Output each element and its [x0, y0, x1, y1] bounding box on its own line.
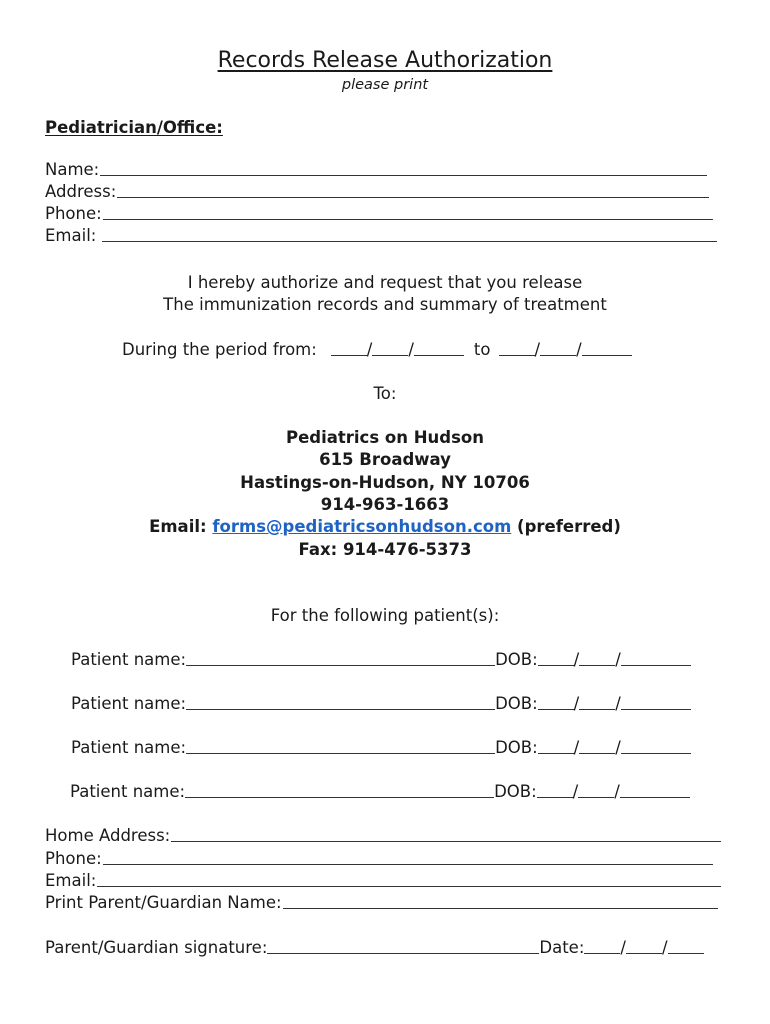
- home-address-blank[interactable]: [171, 841, 721, 842]
- guardian-email-field[interactable]: [45, 871, 721, 890]
- signature-blank[interactable]: [267, 953, 539, 954]
- patient-row: Patient name: DOB: / /: [70, 782, 690, 801]
- form-title: Records Release Authorization: [217, 48, 553, 73]
- office-email-blank[interactable]: [102, 241, 717, 242]
- from-month-blank[interactable]: [331, 355, 367, 356]
- patient-name-blank[interactable]: [185, 797, 494, 798]
- dob-month-blank[interactable]: [537, 797, 573, 798]
- to-heading: To:: [373, 384, 397, 403]
- office-name-field[interactable]: [45, 160, 707, 179]
- dob-day-blank[interactable]: [579, 665, 615, 666]
- dob-month-blank[interactable]: [538, 709, 574, 710]
- recipient-name: Pediatrics on Hudson: [285, 428, 484, 447]
- office-name-label: Name:: [45, 160, 100, 179]
- recipient-street: 615 Broadway: [319, 450, 451, 469]
- authorization-line-2: The immunization records and summary of treatment: [163, 295, 607, 314]
- from-day-blank[interactable]: [372, 355, 408, 356]
- recipient-email-line: [0, 517, 770, 536]
- patients-heading: For the following patient(s):: [270, 606, 500, 625]
- patient-row: Patient name: DOB: / /: [71, 738, 691, 757]
- dob-year-blank[interactable]: [621, 753, 691, 754]
- office-address-blank[interactable]: [117, 197, 709, 198]
- guardian-phone-blank[interactable]: [103, 864, 713, 865]
- to-year-blank[interactable]: [582, 355, 632, 356]
- patient-name-blank[interactable]: [186, 709, 495, 710]
- guardian-phone-field[interactable]: [45, 849, 713, 868]
- patient-name-label: Patient name:: [71, 650, 187, 669]
- office-email-label: Email:: [45, 226, 97, 245]
- patient-name-blank[interactable]: [186, 665, 495, 666]
- to-day-blank[interactable]: [540, 355, 576, 356]
- dob-label: DOB:: [495, 738, 538, 757]
- office-address-field[interactable]: [45, 182, 709, 201]
- dob-label: DOB:: [495, 650, 538, 669]
- form-subtitle: please print: [341, 77, 429, 93]
- dob-year-blank[interactable]: [620, 797, 690, 798]
- recipient-city: Hastings-on-Hudson, NY 10706: [240, 473, 530, 492]
- recipient-email-link[interactable]: forms@pediatricsonhudson.com: [212, 517, 512, 536]
- dob-month-blank[interactable]: [538, 665, 574, 666]
- to-month-blank[interactable]: [499, 355, 535, 356]
- dob-day-blank[interactable]: [578, 797, 614, 798]
- patient-row: Patient name: DOB: / /: [71, 650, 691, 669]
- office-heading: Pediatrician/Office:: [45, 118, 223, 137]
- signature-row: Parent/Guardian signature: Date: / /: [45, 938, 704, 957]
- dob-year-blank[interactable]: [621, 709, 691, 710]
- dob-year-blank[interactable]: [621, 665, 691, 666]
- patient-name-label: Patient name:: [71, 694, 187, 713]
- guardian-print-name-field[interactable]: [45, 893, 718, 912]
- dob-label: DOB:: [494, 782, 537, 801]
- office-email-field[interactable]: [45, 226, 717, 245]
- from-year-blank[interactable]: [414, 355, 464, 356]
- office-phone-field[interactable]: [45, 204, 713, 223]
- dob-month-blank[interactable]: [538, 753, 574, 754]
- guardian-print-name-label: Print Parent/Guardian Name:: [45, 893, 282, 912]
- authorization-line-1: I hereby authorize and request that you release: [187, 273, 583, 292]
- office-phone-blank[interactable]: [103, 219, 713, 220]
- signature-label: Parent/Guardian signature:: [45, 938, 268, 957]
- to-word: to: [473, 340, 491, 359]
- recipient-phone: 914-963-1663: [320, 495, 450, 514]
- office-phone-label: Phone:: [45, 204, 102, 223]
- dob-label: DOB:: [495, 694, 538, 713]
- period-row: During the period from: / / to / /: [122, 340, 632, 359]
- patient-name-label: Patient name:: [71, 738, 187, 757]
- guardian-email-blank[interactable]: [97, 886, 721, 887]
- date-day-blank[interactable]: [626, 953, 662, 954]
- office-name-blank[interactable]: [100, 175, 707, 176]
- date-label: Date:: [539, 938, 585, 957]
- patient-name-blank[interactable]: [186, 753, 495, 754]
- home-address-label: Home Address:: [45, 826, 171, 845]
- recipient-fax: Fax: 914-476-5373: [298, 540, 472, 559]
- patient-name-label: Patient name:: [70, 782, 186, 801]
- office-address-label: Address:: [45, 182, 117, 201]
- period-label: During the period from:: [122, 340, 317, 359]
- dob-day-blank[interactable]: [579, 753, 615, 754]
- guardian-print-name-blank[interactable]: [283, 908, 718, 909]
- home-address-field[interactable]: [45, 826, 721, 845]
- recipient-email-note: (preferred): [517, 517, 621, 536]
- date-month-blank[interactable]: [584, 953, 620, 954]
- recipient-email-label: Email:: [149, 517, 207, 536]
- patient-row: Patient name: DOB: / /: [71, 694, 691, 713]
- dob-day-blank[interactable]: [579, 709, 615, 710]
- guardian-email-label: Email:: [45, 871, 97, 890]
- guardian-phone-label: Phone:: [45, 849, 102, 868]
- date-year-blank[interactable]: [668, 953, 704, 954]
